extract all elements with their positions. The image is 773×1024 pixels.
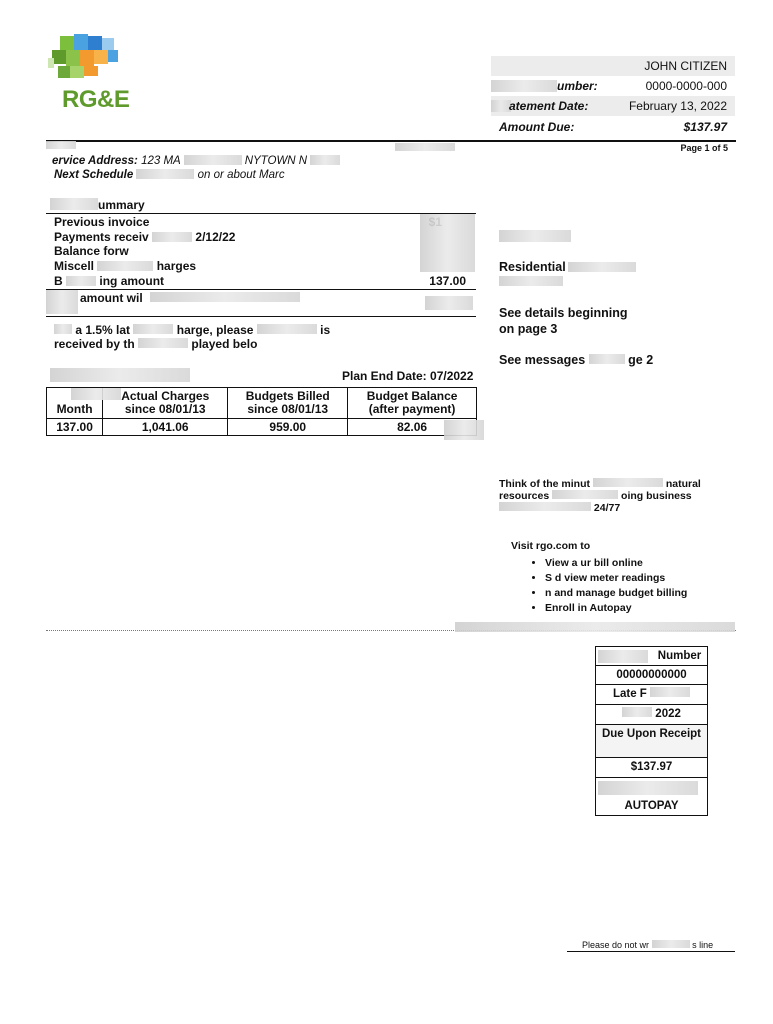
service-address-value: 123 MA (141, 155, 181, 167)
messages-text: See messages (499, 353, 586, 367)
summary-misc-tail: harges (156, 259, 197, 273)
column-header-actual (103, 388, 228, 419)
column-header-billed (228, 388, 348, 419)
summary-row-previous (54, 215, 470, 230)
table-header-row (47, 388, 477, 419)
column-header-text: (after payment) (368, 402, 456, 416)
budget-plan-table (46, 387, 477, 436)
footer-note (582, 940, 713, 950)
statement-date-label: atement Date: (509, 99, 589, 113)
list-item: • S d view meter readings (545, 571, 687, 586)
account-number-value: 0000-0000-000 (645, 79, 727, 93)
summary-label: Miscell (54, 259, 95, 273)
table-cell: 137.00 (47, 419, 103, 436)
statement-date-row (491, 96, 735, 116)
summary-row-billing (54, 274, 470, 289)
summary-bottom-rule (46, 316, 476, 317)
customer-name-row (491, 56, 735, 76)
stub-late-date-text: 2022 (655, 708, 681, 720)
late-charge-note (54, 323, 330, 337)
summary-mid-rule (46, 289, 476, 290)
column-header-text: Month (56, 402, 93, 416)
header-divider (46, 140, 736, 142)
service-address-label: ervice Address: (52, 155, 138, 167)
amount-due-value: $137.97 (683, 120, 727, 134)
stub-late-date (595, 704, 708, 725)
rge-logo-text: RG&E (62, 86, 130, 113)
think-text: oing business (621, 490, 692, 502)
footer-note-text: Please do not wr (582, 940, 650, 950)
think-text: Think of the minut (499, 478, 590, 490)
stub-account-label-text: Number (657, 650, 702, 662)
footer-note-text: s line (692, 940, 714, 950)
customer-name: JOHN CITIZEN (644, 59, 727, 73)
list-item: • View a ur bill online (545, 556, 687, 571)
stub-late-text: Late F (612, 688, 647, 700)
column-header-text: since 08/01/13 (247, 402, 329, 416)
plan-end-date: Plan End Date: 07/2022 (342, 369, 474, 383)
column-header-text: since 08/01/13 (124, 402, 206, 416)
account-number-row (491, 76, 735, 96)
late-charge-part: harge, please (176, 323, 254, 337)
think-text: natural (665, 478, 701, 490)
summary-row-misc (54, 259, 470, 274)
summary-label: Balance forw (54, 244, 129, 258)
rge-logo-mark-icon (46, 28, 138, 88)
think-text: 24/77 (593, 502, 621, 514)
column-header-text: Budget Balance (366, 389, 458, 403)
details-line1: See details beginning (499, 306, 628, 320)
next-scheduled-value: on or about Marc (197, 169, 285, 181)
stub-autopay-text: AUTOPAY (624, 800, 679, 812)
messages-line (499, 353, 653, 367)
visit-list (519, 556, 687, 616)
page-indicator: Page 1 of 5 (680, 143, 728, 153)
late-charge-note-line2 (54, 337, 257, 351)
column-header-month (47, 388, 103, 419)
table-cell: 1,041.06 (103, 419, 228, 436)
stub-account-number: 00000000000 (595, 665, 708, 685)
summary-billing-tail: ing amount (99, 274, 165, 288)
summary-row-payments (54, 230, 470, 245)
column-header-text: Actual Charges (121, 389, 210, 403)
stub-due-upon-receipt: Due Upon Receipt (595, 724, 708, 758)
summary-billing-amount: 137.00 (429, 274, 466, 288)
summary-label: B (54, 274, 63, 288)
summary-row-balance (54, 244, 470, 259)
table-row (47, 419, 477, 436)
summary-amount-line: amount wil (80, 291, 143, 305)
service-address-city: NYTOWN N (244, 155, 308, 167)
messages-tail: ge 2 (628, 353, 654, 367)
summary-label: Previous invoice (54, 215, 150, 229)
service-address (52, 154, 340, 167)
next-scheduled-label: Next Schedule (54, 169, 134, 181)
visit-title: Visit rgo.com to (511, 540, 591, 552)
summary-title: ummary (98, 198, 145, 212)
details-line2: on page 3 (499, 322, 558, 336)
next-scheduled-reading (54, 168, 285, 181)
residential-label: Residential (499, 260, 566, 274)
stub-amount: $137.97 (595, 757, 708, 778)
footer-line (567, 951, 735, 952)
stub-autopay (595, 777, 708, 816)
late-charge-part: a 1.5% lat (75, 323, 131, 337)
summary-label: Payments receiv (54, 230, 149, 244)
summary-top-rule (46, 213, 476, 214)
table-cell: 82.06 (348, 419, 477, 436)
account-number-label: umber: (557, 79, 598, 93)
list-item: • Enroll in Autopay (545, 601, 687, 616)
list-item: • n and manage budget billing (545, 586, 687, 601)
late-charge-part: played belo (191, 337, 258, 351)
amount-due-label: Amount Due: (499, 120, 575, 134)
table-cell: 959.00 (228, 419, 348, 436)
think-text: resources (499, 490, 550, 502)
statement-date-value: February 13, 2022 (628, 99, 727, 113)
column-header-text: Budgets Billed (245, 389, 330, 403)
summary-date: 2/12/22 (195, 230, 236, 244)
column-header-balance (348, 388, 477, 419)
late-charge-part: received by th (54, 337, 135, 351)
amount-due-row (491, 117, 735, 137)
late-charge-part: is (320, 323, 331, 337)
stub-account-label (595, 646, 708, 666)
think-note (499, 478, 701, 514)
stub-late-label (595, 684, 708, 705)
